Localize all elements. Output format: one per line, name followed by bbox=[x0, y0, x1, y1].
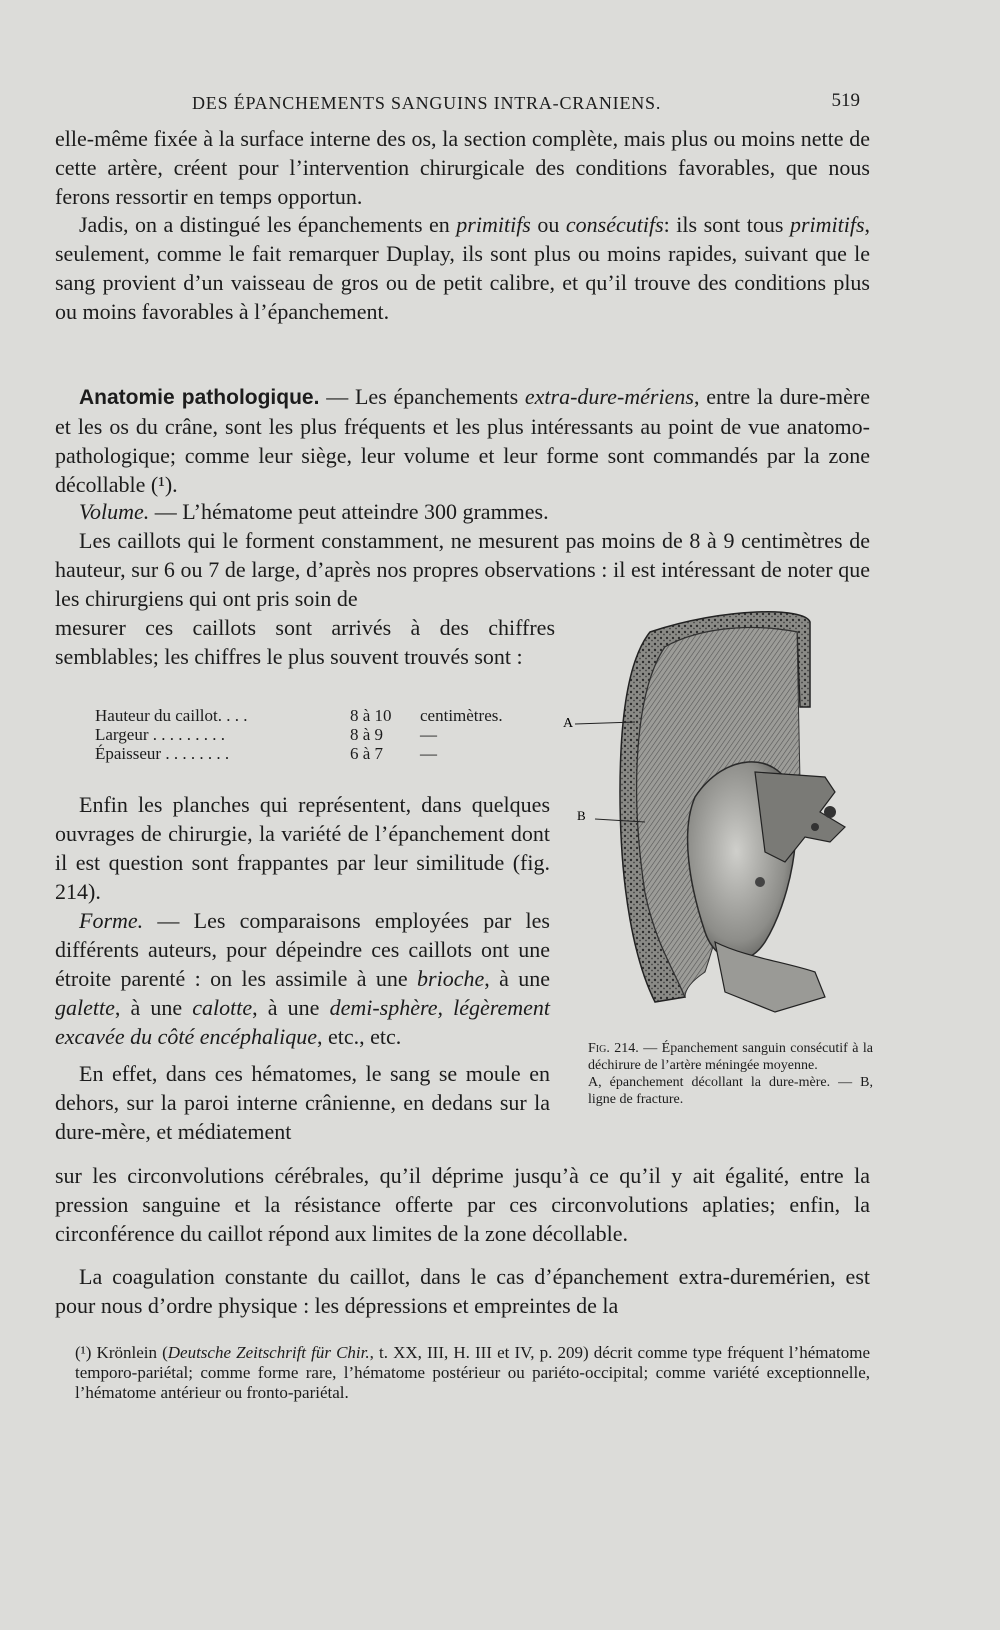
table-row bbox=[95, 725, 525, 744]
text-run: , à une bbox=[252, 995, 330, 1020]
text-run: : ils sont tous bbox=[663, 212, 790, 237]
section-heading: Anatomie pathologique. bbox=[79, 386, 320, 409]
measure-unit: centimètres. bbox=[420, 706, 503, 725]
subsection-label: Volume. bbox=[79, 499, 150, 524]
emphasis: galette bbox=[55, 995, 115, 1020]
text-run: , à une bbox=[114, 995, 193, 1020]
measure-label: Largeur . . . . . . . . . bbox=[95, 725, 225, 744]
page-number: 519 bbox=[831, 90, 860, 111]
text-run: — L’hématome peut atteindre 300 grammes. bbox=[149, 499, 549, 524]
emphasis: Deutsche Zeitschrift für Chir. bbox=[167, 1343, 370, 1362]
paragraph-caillots: Les caillots qui le forment constamment, ne mesurent pas moins de 8 à 9 centimètres de hauteur, sur 6 ou 7 de large, d’après nos propres observations : il est intéressant de noter que les chirurgiens qui ont pris soin de bbox=[55, 528, 870, 611]
text-run: Jadis, on a distingué les épanchements en bbox=[79, 212, 457, 237]
paragraph-intro: elle-même fixée à la surface interne des os, la section complète, mais plus ou moins nette de cette artère, créent pour l’intervention chirurgicale des conditions favorables, que nous ferons ressortir en temps opportun. bbox=[55, 126, 870, 209]
emphasis: primitifs bbox=[789, 212, 865, 237]
measure-label: Hauteur du caillot. . . . bbox=[95, 706, 248, 725]
paragraph-jusqu: sur les circonvolutions cérébrales, qu’il déprime jusqu’à ce qu’il y ait égalité, entre la pression sanguine et la résistance offerte par ces circonvolutions aplaties; enfin, la circonférence du caillot répond aux limites de la zone décollable. bbox=[55, 1163, 870, 1246]
text-run: , seulement, comme le fait remarquer Duplay, ils sont plus ou moins rapides, suivant que le sang provient d’un vaisseau de gros ou de petit calibre, et qu’il trouve des conditions plus ou moins favorables à l’épanchement. bbox=[55, 212, 871, 324]
paragraph-effet: En effet, dans ces hématomes, le sang se moule en dehors, sur la paroi interne crânienne, en dedans sur la dure-mère, et médiatement bbox=[55, 1061, 550, 1144]
skull-base-lower bbox=[715, 942, 825, 1012]
text-run: , à une bbox=[484, 966, 551, 991]
text-run: — Les comparaisons employées par les différents auteurs, pour dépeindre ces caillots ont une étroite parenté : on les assimile à une bbox=[55, 908, 550, 991]
emphasis: primitifs bbox=[456, 212, 531, 237]
text-run: Krönlein ( bbox=[91, 1343, 168, 1362]
skull-illustration bbox=[563, 612, 875, 1032]
figure-label-a: A bbox=[563, 716, 574, 731]
caption-text: — Épanchement sanguin consécutif à la déchirure de l’artère méningée moyenne. bbox=[588, 1041, 873, 1073]
text-run: , t. XX, III, H. III et IV, p. 209) décrit comme type fréquent l’hématome temporo-pariétal; comme forme rare, l’hématome postérieur ou pariéto-occipital; comme variété exceptionnelle, l’hématome antérieur ou fronto-pariétal. bbox=[75, 1343, 871, 1402]
paragraph-enfin: Enfin les planches qui représentent, dans quelques ouvrages de chirurgie, la variété de l’épanchement dont il est question sont frappantes par leur similitude (fig. 214). bbox=[55, 792, 550, 904]
running-title: DES ÉPANCHEMENTS SANGUINS INTRA-CRANIENS. bbox=[192, 93, 662, 113]
table-row bbox=[95, 706, 525, 725]
emphasis: demi-sphère, légèrement excavée du côté encéphalique bbox=[55, 995, 551, 1049]
emphasis: consécutifs bbox=[565, 212, 664, 237]
measure-value: 8 à 10 bbox=[350, 706, 392, 725]
measure-unit: — bbox=[420, 725, 437, 744]
emphasis: brioche bbox=[417, 966, 485, 991]
figure-label-b: B bbox=[577, 808, 586, 823]
emphasis: extra-dure-mériens bbox=[524, 384, 694, 409]
paragraph-caillots-cont: mesurer ces caillots sont arrivés à des chiffres semblables; les chiffres le plus souvent trouvés sont : bbox=[55, 615, 555, 669]
measure-value: 8 à 9 bbox=[350, 725, 384, 744]
measure-label: Épaisseur . . . . . . . . bbox=[95, 744, 230, 763]
caption-legend: A, épanchement décollant la dure-mère. — B, ligne de fracture. bbox=[588, 1075, 873, 1107]
skull-hematoma-figure bbox=[563, 612, 875, 1032]
page-header bbox=[60, 90, 860, 120]
footnote bbox=[75, 1343, 870, 1403]
text-run: ou bbox=[530, 212, 566, 237]
paragraph-forme bbox=[55, 906, 550, 1051]
table-row bbox=[95, 744, 525, 763]
text-run: , entre la dure-mère et les os du crâne, sont les plus fréquents et les plus intéressants au point de vue anatomo-pathologique; comme leur siège, leur volume et leur forme sont commandés par la zone décollable (¹). bbox=[55, 384, 870, 497]
figure-caption bbox=[588, 1040, 873, 1108]
text-run: — Les épanchements bbox=[319, 384, 525, 409]
measure-unit: — bbox=[420, 744, 437, 763]
subsection-label: Forme. bbox=[79, 908, 144, 933]
measurement-table bbox=[95, 706, 525, 763]
paragraph-volume bbox=[55, 497, 870, 526]
emphasis: calotte bbox=[192, 995, 253, 1020]
paragraph-coagulation: La coagulation constante du caillot, dans le cas d’épanchement extra-duremérien, est pour nous d’ordre physique : les dépressions et empreintes de la bbox=[55, 1264, 870, 1318]
paragraph-jadis bbox=[55, 210, 870, 326]
footnote-marker: (¹) bbox=[75, 1343, 92, 1362]
paragraph-anatomie bbox=[55, 382, 870, 499]
figure-ref: Fig. 214. bbox=[588, 1041, 639, 1056]
text-run: , etc., etc. bbox=[317, 1024, 402, 1049]
measure-value: 6 à 7 bbox=[350, 744, 384, 763]
